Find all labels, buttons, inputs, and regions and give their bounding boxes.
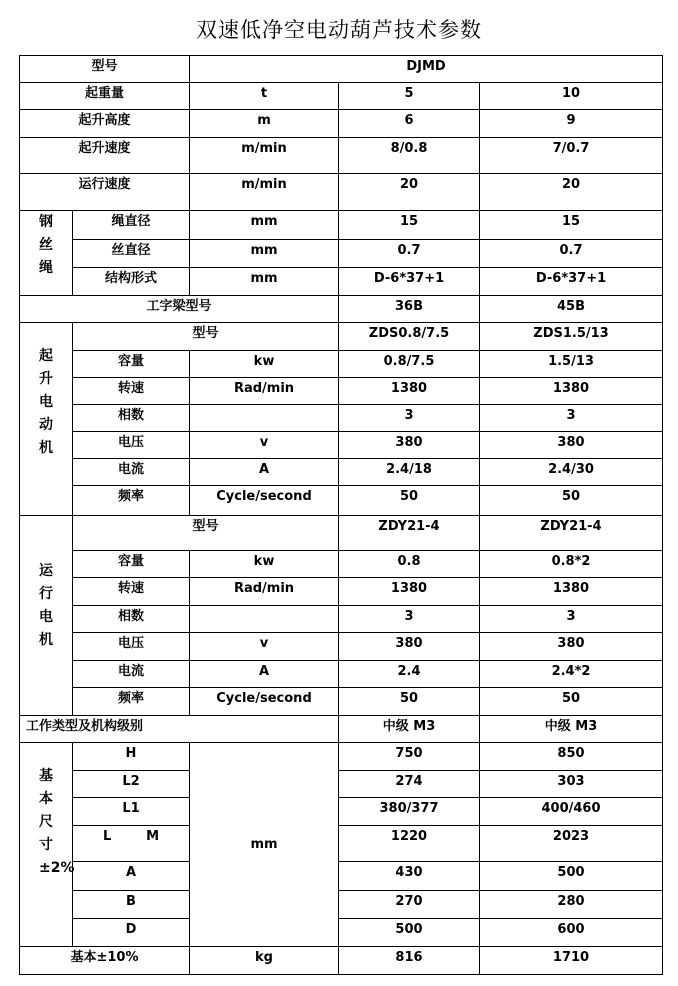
- rope-structure-v2: D-6*37+1: [479, 267, 663, 296]
- lift-height-v2: 9: [479, 109, 663, 138]
- lift-motor-capacity-unit: kw: [189, 350, 339, 378]
- travel-motor-phase-label: 相数: [72, 605, 190, 633]
- travel-motor-frequency-v1: 50: [338, 687, 480, 716]
- lift-motor-current-v2: 2.4/30: [479, 458, 663, 486]
- travel-motor-current-v2: 2.4*2: [479, 660, 663, 688]
- travel-speed-unit: m/min: [189, 173, 339, 211]
- wire-diameter-v1: 0.7: [338, 239, 480, 268]
- dimensions-group-label: [19, 742, 73, 947]
- lift-motor-phase-v1: 3: [338, 404, 480, 432]
- lift-motor-current-unit: A: [189, 458, 339, 486]
- travel-motor-capacity-label: 容量: [72, 550, 190, 578]
- lift-speed-label: 起升速度: [19, 137, 190, 174]
- dim-l2-v2: 303: [479, 770, 663, 798]
- dim-l1-v1: 380/377: [338, 797, 480, 826]
- lift-capacity-v2: 10: [479, 82, 663, 110]
- dim-b-label: B: [72, 890, 190, 919]
- i-beam-v2: 45B: [479, 295, 663, 323]
- wire-diameter-label: 丝直径: [72, 239, 190, 268]
- lift-motor-voltage-v1: 380: [338, 431, 480, 459]
- lift-height-unit: m: [189, 109, 339, 138]
- travel-motor-model-label: 型号: [72, 515, 339, 551]
- travel-motor-phase-v2: 3: [479, 605, 663, 633]
- travel-motor-voltage-v1: 380: [338, 632, 480, 661]
- dim-d-v2: 600: [479, 918, 663, 947]
- work-class-v1: 中级 M3: [338, 715, 480, 743]
- dimensions-unit: mm: [189, 742, 339, 947]
- lift-motor-voltage-label: 电压: [72, 431, 190, 459]
- dim-a-label: A: [72, 861, 190, 891]
- rope-structure-v1: D-6*37+1: [338, 267, 480, 296]
- lift-speed-v1: 8/0.8: [338, 137, 480, 174]
- dim-h-label: H: [72, 742, 190, 771]
- dim-lm-pair: [103, 829, 159, 845]
- dimensions-group-text: 基本尺寸±2%: [39, 768, 75, 876]
- lift-motor-capacity-v2: 1.5/13: [479, 350, 663, 378]
- travel-motor-frequency-unit: Cycle/second: [189, 687, 339, 716]
- dim-d-v1: 500: [338, 918, 480, 947]
- dim-l1-v2: 400/460: [479, 797, 663, 826]
- travel-motor-phase-v1: 3: [338, 605, 480, 633]
- wire-rope-group-text: 钢丝绳: [39, 214, 53, 276]
- travel-motor-current-v1: 2.4: [338, 660, 480, 688]
- travel-motor-current-label: 电流: [72, 660, 190, 688]
- travel-motor-voltage-label: 电压: [72, 632, 190, 661]
- dim-a-v2: 500: [479, 861, 663, 891]
- rope-diameter-v2: 15: [479, 210, 663, 240]
- travel-motor-model-v2: ZDY21-4: [479, 515, 663, 551]
- rope-structure-label: 结构形式: [72, 267, 190, 296]
- work-class-label: 工作类型及机构级别: [19, 715, 339, 743]
- weight-unit: kg: [189, 946, 339, 975]
- dim-lm-v1: 1220: [338, 825, 480, 862]
- i-beam-v1: 36B: [338, 295, 480, 323]
- lift-motor-group-label: [19, 322, 73, 516]
- weight-label: 基本±10%: [19, 946, 190, 975]
- travel-motor-model-v1: ZDY21-4: [338, 515, 480, 551]
- travel-motor-capacity-v1: 0.8: [338, 550, 480, 578]
- rope-diameter-unit: mm: [189, 210, 339, 240]
- work-class-v2: 中级 M3: [479, 715, 663, 743]
- travel-motor-capacity-v2: 0.8*2: [479, 550, 663, 578]
- lift-capacity-label: 起重量: [19, 82, 190, 110]
- lift-height-label: 起升高度: [19, 109, 190, 138]
- travel-motor-capacity-unit: kw: [189, 550, 339, 578]
- i-beam-label: 工字梁型号: [19, 295, 339, 323]
- dim-h-v2: 850: [479, 742, 663, 771]
- lift-motor-speed-v2: 1380: [479, 377, 663, 405]
- lift-motor-phase-v2: 3: [479, 404, 663, 432]
- wire-rope-group-label: [19, 210, 73, 296]
- dim-m-label: M: [146, 829, 159, 844]
- travel-motor-frequency-v2: 50: [479, 687, 663, 716]
- dim-l-label: L: [103, 829, 112, 844]
- model-label: 型号: [19, 55, 190, 83]
- dim-lm-label: [72, 825, 190, 862]
- lift-motor-group-text: 起升电动机: [39, 348, 53, 456]
- dim-d-label: D: [72, 918, 190, 947]
- lift-motor-model-v2: ZDS1.5/13: [479, 322, 663, 351]
- lift-motor-voltage-unit: v: [189, 431, 339, 459]
- wire-diameter-v2: 0.7: [479, 239, 663, 268]
- travel-motor-speed-v1: 1380: [338, 577, 480, 606]
- travel-speed-v2: 20: [479, 173, 663, 211]
- lift-height-v1: 6: [338, 109, 480, 138]
- dim-l2-v1: 274: [338, 770, 480, 798]
- weight-v2: 1710: [479, 946, 663, 975]
- lift-capacity-unit: t: [189, 82, 339, 110]
- dim-h-v1: 750: [338, 742, 480, 771]
- wire-diameter-unit: mm: [189, 239, 339, 268]
- model-value: DJMD: [189, 55, 663, 83]
- dim-b-v2: 280: [479, 890, 663, 919]
- travel-speed-v1: 20: [338, 173, 480, 211]
- lift-motor-voltage-v2: 380: [479, 431, 663, 459]
- rope-diameter-v1: 15: [338, 210, 480, 240]
- lift-motor-model-v1: ZDS0.8/7.5: [338, 322, 480, 351]
- travel-motor-group-label: [19, 515, 73, 716]
- lift-motor-phase-unit: [189, 404, 339, 432]
- dim-a-v1: 430: [338, 861, 480, 891]
- page-title: 双速低净空电动葫芦技术参数: [196, 18, 482, 42]
- travel-motor-frequency-label: 频率: [72, 687, 190, 716]
- travel-motor-speed-unit: Rad/min: [189, 577, 339, 606]
- lift-motor-frequency-v1: 50: [338, 485, 480, 516]
- travel-motor-group-text: 运行电机: [39, 563, 53, 648]
- lift-motor-speed-label: 转速: [72, 377, 190, 405]
- lift-speed-unit: m/min: [189, 137, 339, 174]
- dim-lm-v2: 2023: [479, 825, 663, 862]
- lift-motor-phase-label: 相数: [72, 404, 190, 432]
- lift-motor-current-label: 电流: [72, 458, 190, 486]
- travel-motor-phase-unit: [189, 605, 339, 633]
- lift-motor-frequency-label: 频率: [72, 485, 190, 516]
- lift-motor-frequency-unit: Cycle/second: [189, 485, 339, 516]
- lift-motor-capacity-v1: 0.8/7.5: [338, 350, 480, 378]
- dim-l2-label: L2: [72, 770, 190, 798]
- lift-motor-frequency-v2: 50: [479, 485, 663, 516]
- lift-motor-model-label: 型号: [72, 322, 339, 351]
- travel-motor-voltage-v2: 380: [479, 632, 663, 661]
- travel-motor-speed-label: 转速: [72, 577, 190, 606]
- travel-motor-speed-v2: 1380: [479, 577, 663, 606]
- lift-speed-v2: 7/0.7: [479, 137, 663, 174]
- lift-motor-speed-v1: 1380: [338, 377, 480, 405]
- dim-l1-label: L1: [72, 797, 190, 826]
- travel-speed-label: 运行速度: [19, 173, 190, 211]
- lift-capacity-v1: 5: [338, 82, 480, 110]
- dim-b-v1: 270: [338, 890, 480, 919]
- lift-motor-speed-unit: Rad/min: [189, 377, 339, 405]
- rope-diameter-label: 绳直径: [72, 210, 190, 240]
- lift-motor-capacity-label: 容量: [72, 350, 190, 378]
- lift-motor-current-v1: 2.4/18: [338, 458, 480, 486]
- rope-structure-unit: mm: [189, 267, 339, 296]
- travel-motor-current-unit: A: [189, 660, 339, 688]
- weight-v1: 816: [338, 946, 480, 975]
- travel-motor-voltage-unit: v: [189, 632, 339, 661]
